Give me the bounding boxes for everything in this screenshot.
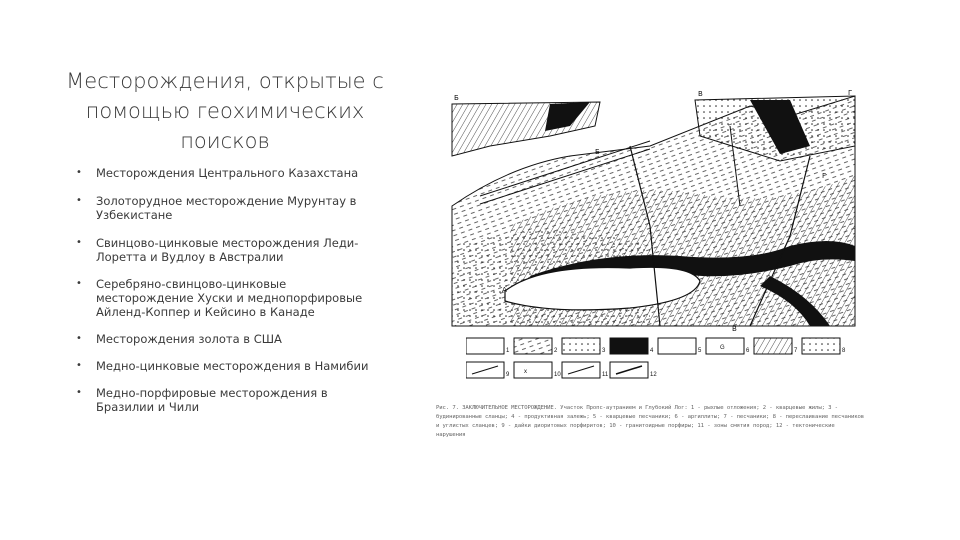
svg-text:Г: Г [822,172,827,180]
svg-text:Б: Б [595,148,600,156]
slide-title: Месторождения, открытые с помощью геохимических поисков [66,69,384,153]
svg-text:7: 7 [794,348,798,354]
svg-text:11: 11 [602,372,609,378]
svg-text:8: 8 [842,348,846,354]
figure-caption: Рис. 7. ЗАКЛЮЧИТЕЛЬНОЕ МЕСТОРОЖДЕНИЕ. Участок Пропс-аутранием и Глубокий Лог: 1 - рыхлые отложения; 2 - кварцевые жилы; 3 - будинированные сланцы; 4 - продуктивная залежь; 5 - кварцевые песчаники; 6 - аргиллиты; 7 - песчаники; 8 - переслаивание песчаников и углистых сланцев; 9 - дайки диоритовых порфиритов; 10 - гранитоидные порфиры; 11 - зоны смятия пород; 12 - тектонические нарушения [436,405,865,438]
geological-section-figure [450,86,860,376]
svg-text:Б: Б [454,94,459,102]
svg-text:3: 3 [602,348,606,354]
bullet-item: • Серебряно-свинцово-цинковые месторождение Хуски и меднопорфировые Айленд-Коппер и Кейсино в Канаде [76,277,376,319]
bullet-item: • Месторождения Центрального Казахстана [76,166,376,180]
bullet-item: • Золоторудное месторождение Мурунтау в Узбекистане [76,194,376,222]
bullet-list [76,166,376,414]
svg-text:9: 9 [506,372,510,378]
figure-legend [466,336,846,384]
svg-text:10: 10 [554,372,561,378]
svg-text:2: 2 [554,348,558,354]
bullet-item: • Свинцово-цинковые месторождения Леди-Лоретта и Вудлоу в Австралии [76,236,376,264]
svg-text:А: А [655,262,660,270]
svg-text:6: 6 [746,348,750,354]
bullet-item: • Медно-порфировые месторождения в Бразилии и Чили [76,386,376,414]
bullet-item: • Медно-цинковые месторождения в Намибии [76,359,376,373]
svg-text:12: 12 [650,372,657,378]
svg-text:А: А [502,286,507,294]
svg-text:Г: Г [848,89,853,97]
svg-text:1: 1 [506,348,510,354]
svg-text:В: В [698,90,703,98]
svg-text:x: x [524,369,527,375]
bullet-item: • Месторождения золота в США [76,332,376,346]
svg-text:5: 5 [698,348,702,354]
svg-text:В: В [732,325,737,333]
svg-text:4: 4 [650,348,654,354]
svg-text:G: G [720,345,725,351]
